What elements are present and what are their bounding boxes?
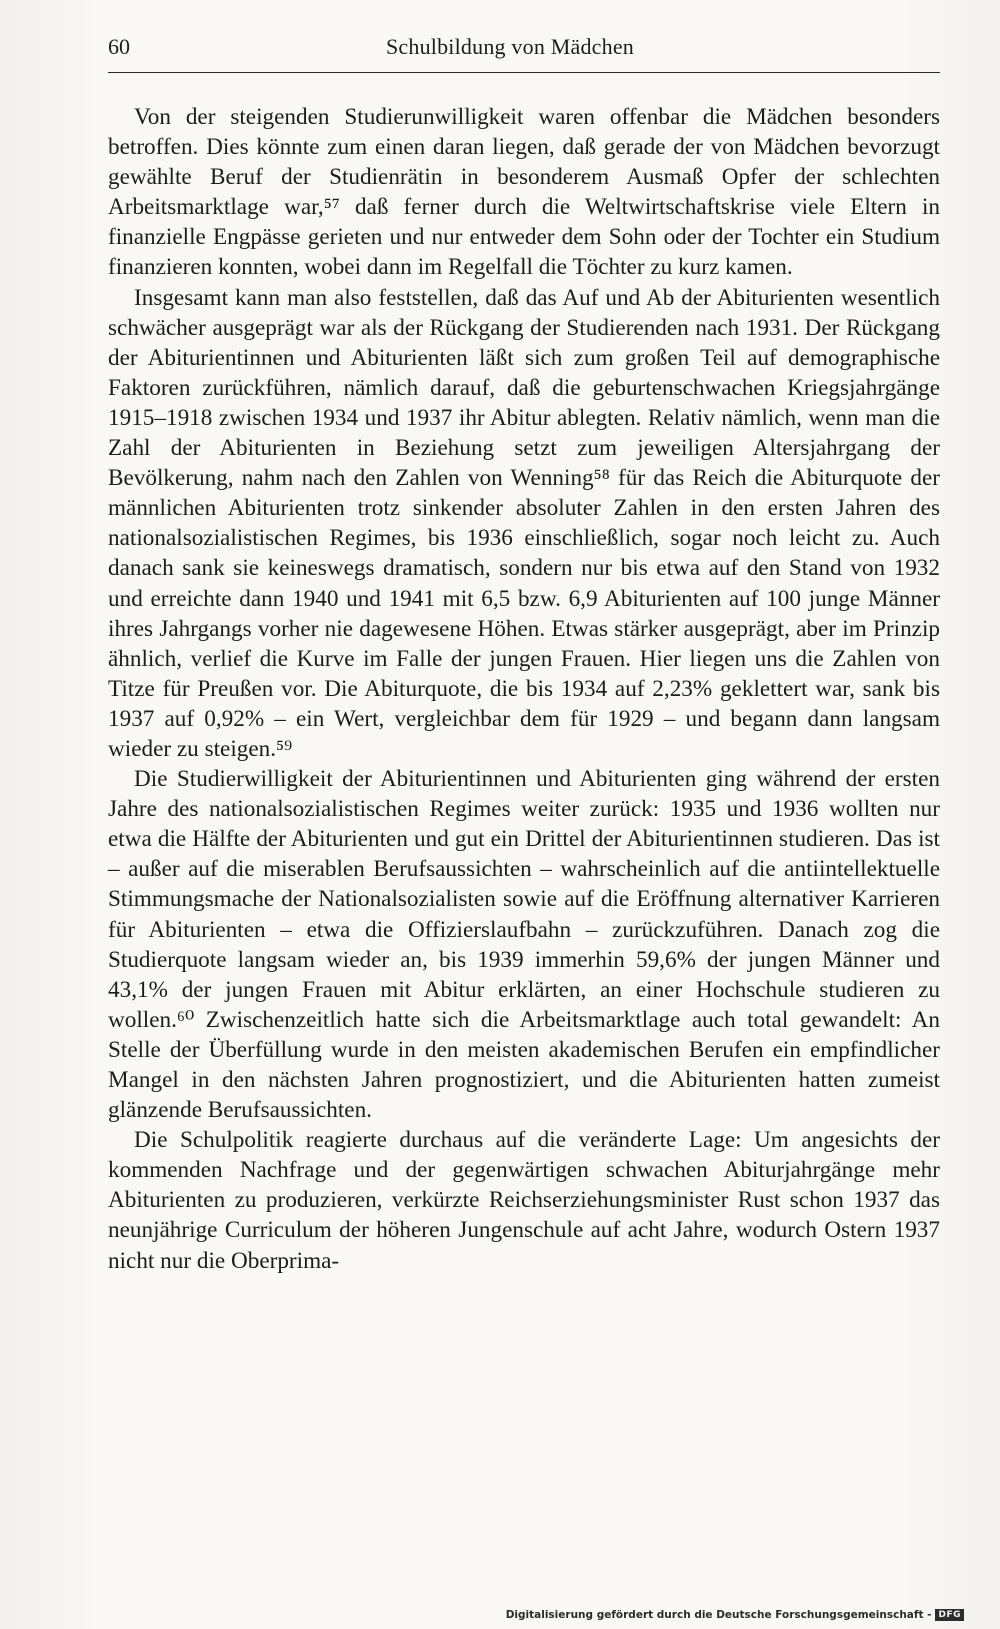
- running-title: Schulbildung von Mädchen: [386, 34, 634, 59]
- credit-text: Digitalisierung gefördert durch die Deutsche Forschungsgemeinschaft -: [505, 1609, 932, 1621]
- running-head: [108, 32, 940, 73]
- paragraph-2: Insgesamt kann man also feststellen, daß das Auf und Ab der Abiturienten wesentlich schwächer ausgeprägt war als der Rückgang der Studierenden nach 1931. Der Rückgang der Abiturientinnen und Abiturienten läßt sich zum großen Teil auf demographische Faktoren zurückführen, nämlich darauf, daß die geburtenschwachen Kriegsjahrgänge 1915–1918 zwischen 1934 und 1937 ihr Abitur ablegten. Relativ nämlich, wenn man die Zahl der Abiturienten in Beziehung setzt zum jeweiligen Altersjahrgang der Bevölkerung, nahm nach den Zahlen von Wenning⁵⁸ für das Reich die Abiturquote der männlichen Abiturienten trotz sinkender absoluter Zahlen in den ersten Jahren des nationalsozialistischen Regimes, bis 1936 einschließlich, sogar noch leicht zu. Auch danach sank sie keineswegs dramatisch, sondern nur bis etwa auf den Stand von 1932 und erreichte dann 1940 und 1941 mit 6,5 bzw. 6,9 Abiturienten auf 100 junge Männer ihres Jahrgangs vorher nie dagewesene Höhen. Etwas stärker ausgeprägt, aber im Prinzip ähnlich, verlief die Kurve im Falle der jungen Frauen. Hier liegen uns die Zahlen von Titze für Preußen vor. Die Abiturquote, die bis 1934 auf 2,23% geklettert war, sank bis 1937 auf 0,92% – ein Wert, vergleichbar dem für 1929 – und begann dann langsam wieder zu steigen.⁵⁹: [108, 284, 940, 762]
- paragraph-4: Die Schulpolitik reagierte durchaus auf die veränderte Lage: Um angesichts der kommenden Nachfrage und der gegenwärtigen schwachen Abiturjahrgänge mehr Abiturienten zu produzieren, verkürzte Reichserziehungsminister Rust schon 1937 das neunjährige Curriculum der höheren Jungenschule auf acht Jahre, wodurch Ostern 1937 nicht nur die Oberprima-: [108, 1127, 940, 1274]
- body-text: [108, 102, 940, 1276]
- dfg-logo: DFG: [935, 1609, 964, 1621]
- digitization-credit: [506, 1609, 964, 1621]
- page-number: 60: [108, 34, 130, 59]
- paragraph-1: Von der steigenden Studierunwilligkeit waren offenbar die Mädchen besonders betroffen. Dies könnte zum einen daran liegen, daß gerade der von Mädchen bevorzugt gewählte Beruf der Studienrätin in besonderem Ausmaß Opfer der schlechten Arbeitsmarktlage war,⁵⁷ daß ferner durch die Weltwirtschaftskrise viele Eltern in finanzielle Engpässe gerieten und nur entweder dem Sohn oder der Tochter ein Studium finanzieren konnten, wobei dann im Regelfall die Töchter zu kurz kamen.: [108, 104, 940, 281]
- paragraph-3: Die Studierwilligkeit der Abiturientinnen und Abiturienten ging während der ersten Jahre des nationalsozialistischen Regimes weiter zurück: 1935 und 1936 wollten nur etwa die Hälfte der Abiturienten und gut ein Drittel der Abiturientinnen studieren. Das ist – außer auf die miserablen Berufsaussichten – wahrscheinlich auf die antiintellektuelle Stimmungsmache der Nationalsozialisten sowie auf die Eröffnung alternativer Karrieren für Abiturienten – etwa die Offizierslaufbahn – zurückzuführen. Danach zog die Studierquote langsam wieder an, bis 1939 immerhin 59,6% der jungen Männer und 43,1% der jungen Frauen mit Abitur erklärten, an einer Hochschule studieren zu wollen.⁶⁰ Zwischenzeitlich hatte sich die Arbeitsmarktlage auch total gewandelt: An Stelle der Überfüllung wurde in den meisten akademischen Berufen ein empfindlicher Mangel in den nächsten Jahren prognostiziert, und die Abiturienten hatten zumeist glänzende Berufsaussichten.: [108, 766, 940, 1124]
